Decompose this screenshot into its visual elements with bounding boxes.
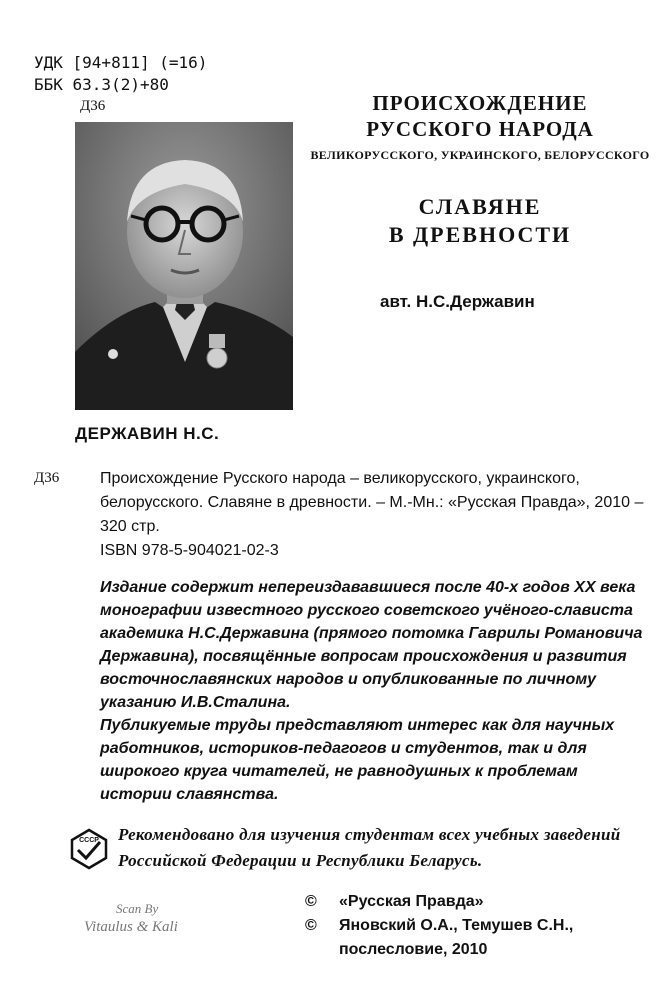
bbk-code: ББК 63.3(2)+80	[34, 75, 169, 94]
copyright-symbol: ©	[305, 893, 317, 910]
annotation-paragraph-2: Публикуемые труды представляют интерес как для научных работников, историков-педагогов и студентов, так и для широкого круга читателей, не равнодушных к проблемам истории славянства.	[100, 717, 615, 803]
title-line-1: ПРОИСХОЖДЕНИЕ	[372, 91, 588, 115]
emblem-text: СССР	[79, 837, 99, 844]
udk-code: УДК [94+811] (=16)	[34, 53, 208, 72]
catalog-description: Происхождение Русского народа – великорусского, украинского, белорусского. Славяне в древности. – М.-Мн.: «Русская Правда», 2010 – 320 стр.	[100, 470, 644, 535]
catalog-code: Д36	[34, 470, 60, 486]
catalog-entry	[100, 467, 645, 563]
scan-watermark	[80, 895, 215, 950]
title-line-3: СЛАВЯНЕ	[418, 194, 542, 219]
isbn: ISBN 978-5-904021-02-3	[100, 542, 279, 559]
title-line-4: В ДРЕВНОСТИ	[388, 222, 572, 247]
book-title-block	[300, 90, 660, 249]
copyright-symbol: ©	[305, 917, 317, 934]
title-subtitle: ВЕЛИКОРУССКОГО, УКРАИНСКОГО, БЕЛОРУССКОГО	[310, 148, 650, 162]
recommendation-note: Рекомендовано для изучения студентам всех учебных заведений Российской Федерации и Республики Беларусь.	[118, 825, 621, 870]
copyright-line-2: Яновский О.А., Темушев С.Н., послесловие, 2010	[339, 917, 574, 958]
title-line-2: РУССКОГО НАРОДА	[366, 117, 594, 141]
annotation	[100, 576, 645, 806]
annotation-paragraph-1: Издание содержит непереиздававшиеся после 40-х годов XX века монографии известного русского советского учёного-слависта академика Н.С.Державина (прямого потомка Гаврилы Романовича Державина), посвящённые вопросам происхождения и развития восточнославянских народов и опубликованные по личному указанию И.В.Сталина.	[100, 579, 643, 711]
ussr-quality-mark-icon	[70, 828, 108, 870]
copyright-block	[305, 890, 665, 962]
author-credit: авт. Н.С.Державин	[380, 292, 535, 311]
author-portrait-photo	[75, 122, 293, 410]
classification-block	[34, 52, 207, 96]
scan-watermark-line-1: Scan By	[116, 901, 159, 916]
author-name: ДЕРЖАВИН Н.С.	[75, 424, 220, 443]
copyright-line-1: «Русская Правда»	[339, 893, 484, 910]
author-sign-top: Д36	[80, 98, 106, 114]
scan-watermark-line-2: Vitaulus & Kali	[84, 919, 178, 935]
